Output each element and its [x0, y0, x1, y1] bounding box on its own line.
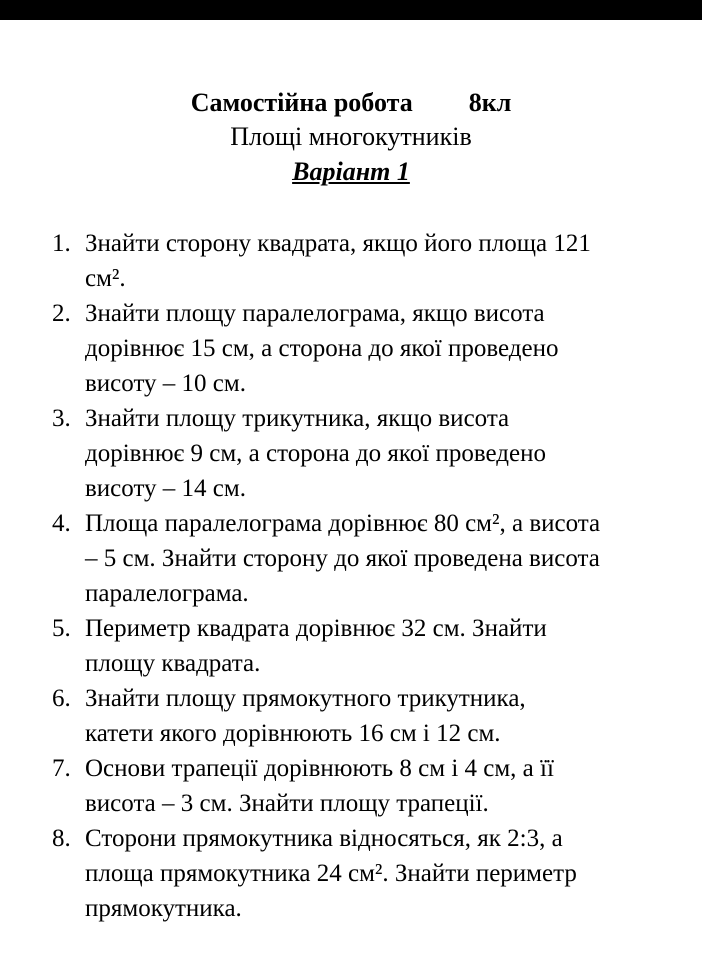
task-number: 8.	[52, 825, 71, 852]
task-item	[0, 506, 702, 611]
task-line: см².	[85, 265, 126, 292]
task-line: площу квадрата.	[85, 650, 261, 677]
page-title: Самостійна робота	[190, 88, 413, 117]
task-line: Основи трапеції дорівнюють 8 см і 4 см, а її	[85, 755, 554, 782]
task-line: Сторони прямокутника відносяться, як 2:3, а	[85, 825, 563, 852]
task-line: паралелограма.	[85, 580, 249, 607]
top-black-bar	[0, 0, 702, 20]
task-line: Площа паралелограма дорівнює 80 см², а висота	[85, 510, 601, 537]
task-line: площа прямокутника 24 см². Знайти периметр	[85, 860, 577, 887]
task-line: висоту – 10 см.	[85, 370, 246, 397]
task-line: Знайти площу паралелограма, якщо висота	[85, 300, 545, 327]
variant-label: Варіант 1	[292, 157, 410, 186]
task-line: дорівнює 15 см, а сторона до якої проведено	[85, 335, 559, 362]
task-line: Периметр квадрата дорівнює 32 см. Знайти	[85, 615, 547, 642]
task-item	[0, 296, 702, 401]
task-item	[0, 611, 702, 681]
task-line: Знайти сторону квадрата, якщо його площа 121	[85, 230, 591, 257]
task-item	[0, 226, 702, 296]
task-number: 7.	[52, 755, 71, 782]
task-line: Знайти площу трикутника, якщо висота	[85, 405, 510, 432]
task-line: катети якого дорівнюють 16 см і 12 см.	[85, 720, 501, 747]
title-line	[0, 86, 702, 120]
task-number: 5.	[52, 615, 71, 642]
task-item	[0, 751, 702, 821]
task-item	[0, 681, 702, 751]
document-header	[0, 86, 702, 190]
topic-subtitle: Площі многокутників	[230, 122, 472, 151]
task-number: 1.	[52, 230, 71, 257]
task-item	[0, 821, 702, 926]
task-line: – 5 см. Знайти сторону до якої проведена висота	[85, 545, 600, 572]
grade-label: 8кл	[468, 88, 512, 117]
task-number: 6.	[52, 685, 71, 712]
task-number: 2.	[52, 300, 71, 327]
task-line: Знайти площу прямокутного трикутника,	[85, 685, 526, 712]
task-line: висоту – 14 см.	[85, 475, 246, 502]
task-line: висота – 3 см. Знайти площу трапеції.	[85, 790, 489, 817]
task-number: 3.	[52, 405, 71, 432]
task-item	[0, 401, 702, 506]
task-number: 4.	[52, 510, 71, 537]
task-list	[0, 226, 702, 926]
task-line: дорівнює 9 см, а сторона до якої проведено	[85, 440, 546, 467]
task-line: прямокутника.	[85, 895, 242, 922]
